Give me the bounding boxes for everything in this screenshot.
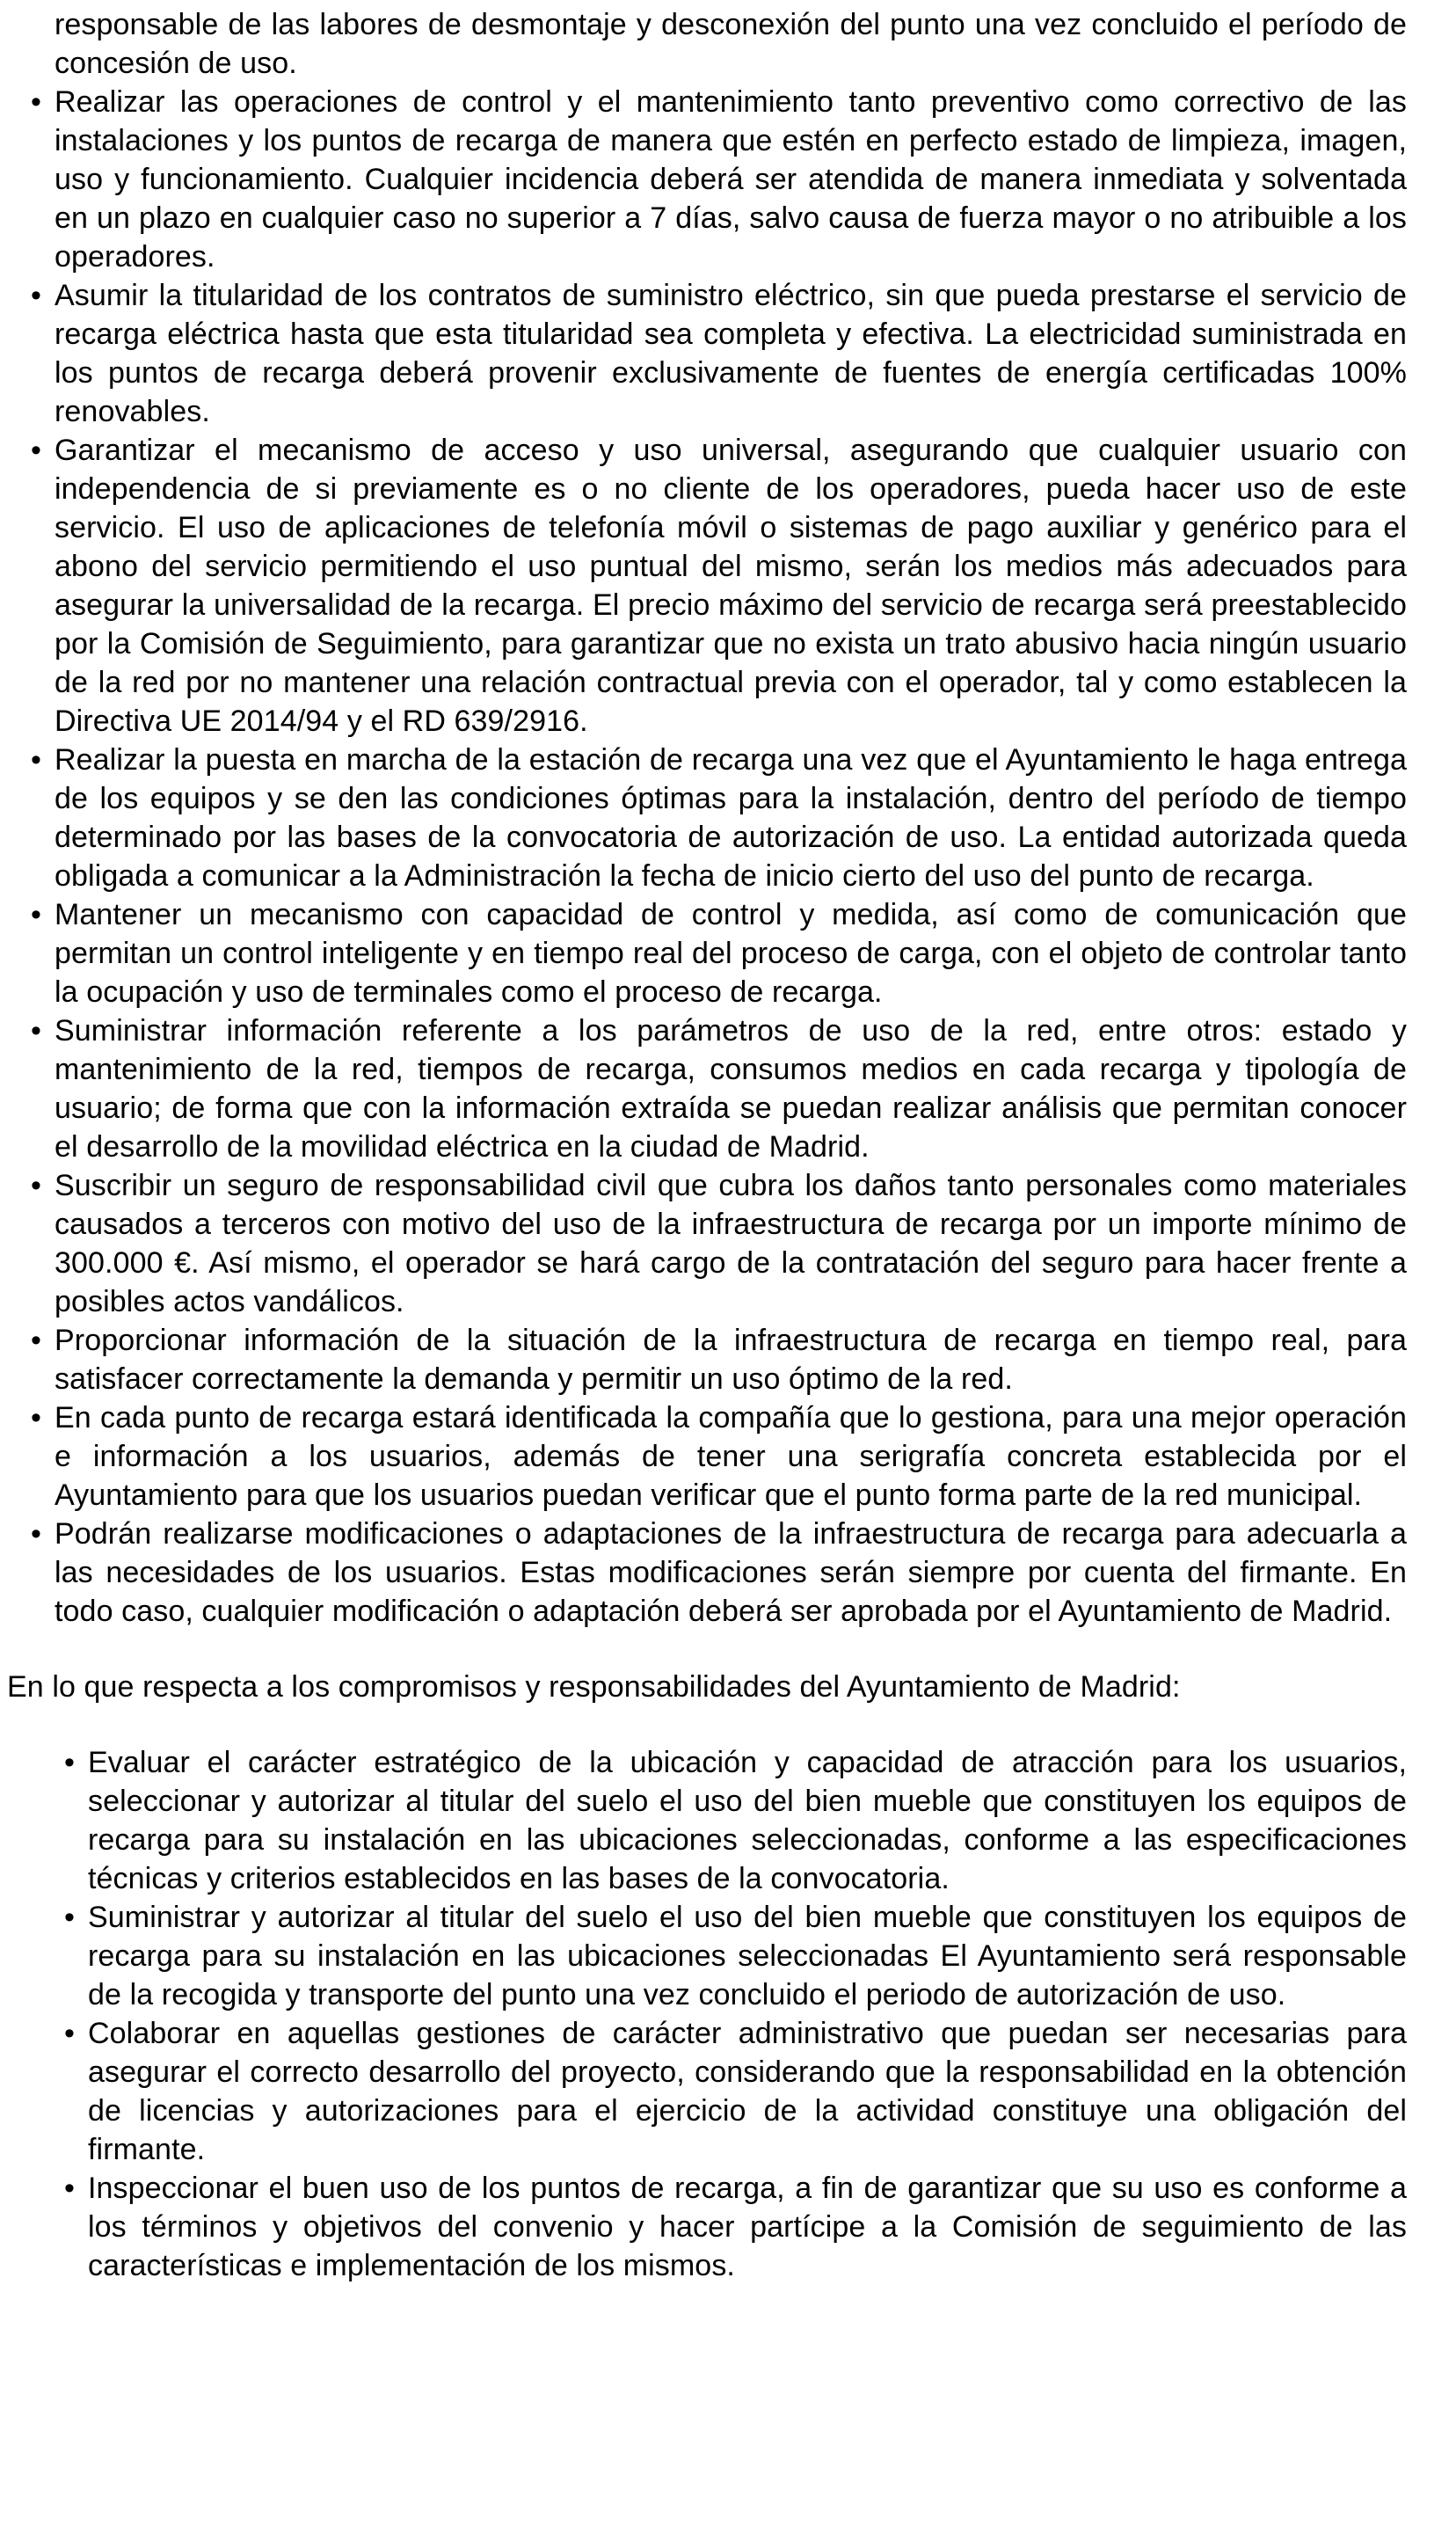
paragraph-continuation: responsable de las labores de desmontaje y desconexión del punto una vez concluido el período de concesión de uso. (55, 8, 1407, 80)
list-item: • Suministrar y autorizar al titular del suelo el uso del bien mueble que constituyen los equipos de recarga para su instalación en las ubicaciones seleccionadas El Ayuntamiento será responsable de la recogida y transporte del punto una vez concluido el periodo de autorización de uso. (88, 1898, 1407, 2014)
operator-commitments-list (55, 83, 1407, 1631)
list-item: • Inspeccionar el buen uso de los puntos de recarga, a fin de garantizar que su uso es conforme a los términos y objetivos del convenio y hacer partícipe a la Comisión de seguimiento de las características e implementación de los mismos. (88, 2169, 1407, 2285)
city-commitments-list (55, 1743, 1407, 2285)
list-item: • Podrán realizarse modificaciones o adaptaciones de la infraestructura de recarga para adecuarla a las necesidades de los usuarios. Estas modificaciones serán siempre por cuenta del firmante. En todo caso, cualquier modificación o adaptación deberá ser aprobada por el Ayuntamiento de Madrid. (55, 1515, 1407, 1631)
list-item: • Proporcionar información de la situación de la infraestructura de recarga en tiempo real, para satisfacer correctamente la demanda y permitir un uso óptimo de la red. (55, 1321, 1407, 1398)
list-item: • Realizar las operaciones de control y el mantenimiento tanto preventivo como correctivo de las instalaciones y los puntos de recarga de manera que estén en perfecto estado de limpieza, imagen, uso y funcionamiento. Cualquier incidencia deberá ser atendida de manera inmediata y solventada en un plazo en cualquier caso no superior a 7 días, salvo causa de fuerza mayor o no atribuible a los operadores. (55, 83, 1407, 276)
list-item: • Evaluar el carácter estratégico de la ubicación y capacidad de atracción para los usuarios, seleccionar y autorizar al titular del suelo el uso del bien mueble que constituyen los equipos de recarga para su instalación en las ubicaciones seleccionadas, conforme a las especificaciones técnicas y criterios establecidos en las bases de la convocatoria. (88, 1743, 1407, 1898)
list-item: • Colaborar en aquellas gestiones de carácter administrativo que puedan ser necesarias para asegurar el correcto desarrollo del proyecto, considerando que la responsabilidad en la obtención de licencias y autorizaciones para el ejercicio de la actividad constituye una obligación del firmante. (88, 2014, 1407, 2169)
list-item: • Suscribir un seguro de responsabilidad civil que cubra los daños tanto personales como materiales causados a terceros con motivo del uso de la infraestructura de recarga por un importe mínimo de 300.000 €. Así mismo, el operador se hará cargo de la contratación del seguro para hacer frente a posibles actos vandálicos. (55, 1166, 1407, 1321)
section-intro-paragraph: En lo que respecta a los compromisos y responsabilidades del Ayuntamiento de Madrid: (7, 1670, 1181, 1704)
list-item: • Realizar la puesta en marcha de la estación de recarga una vez que el Ayuntamiento le haga entrega de los equipos y se den las condiciones óptimas para la instalación, dentro del período de tiempo determinado por las bases de la convocatoria de autorización de uso. La entidad autorizada queda obligada a comunicar a la Administración la fecha de inicio cierto del uso del punto de recarga. (55, 741, 1407, 895)
list-item: • Garantizar el mecanismo de acceso y uso universal, asegurando que cualquier usuario con independencia de si previamente es o no cliente de los operadores, pueda hacer uso de este servicio. El uso de aplicaciones de telefonía móvil o sistemas de pago auxiliar y genérico para el abono del servicio permitiendo el uso puntual del mismo, serán los medios más adecuados para asegurar la universalidad de la recarga. El precio máximo del servicio de recarga será preestablecido por la Comisión de Seguimiento, para garantizar que no exista un trato abusivo hacia ningún usuario de la red por no mantener una relación contractual previa con el operador, tal y como establecen la Directiva UE 2014/94 y el RD 639/2916. (55, 431, 1407, 741)
list-item: • Mantener un mecanismo con capacidad de control y medida, así como de comunicación que permitan un control inteligente y en tiempo real del proceso de carga, con el objeto de controlar tanto la ocupación y uso de terminales como el proceso de recarga. (55, 895, 1407, 1011)
list-item: • En cada punto de recarga estará identificada la compañía que lo gestiona, para una mejor operación e información a los usuarios, además de tener una serigrafía concreta establecida por el Ayuntamiento para que los usuarios puedan verificar que el punto forma parte de la red municipal. (55, 1398, 1407, 1515)
list-item: • Asumir la titularidad de los contratos de suministro eléctrico, sin que pueda prestarse el servicio de recarga eléctrica hasta que esta titularidad sea completa y efectiva. La electricidad suministrada en los puntos de recarga deberá provenir exclusivamente de fuentes de energía certificadas 100% renovables. (55, 276, 1407, 431)
list-item: • Suministrar información referente a los parámetros de uso de la red, entre otros: estado y mantenimiento de la red, tiempos de recarga, consumos medios en cada recarga y tipología de usuario; de forma que con la información extraída se puedan realizar análisis que permitan conocer el desarrollo de la movilidad eléctrica en la ciudad de Madrid. (55, 1011, 1407, 1166)
